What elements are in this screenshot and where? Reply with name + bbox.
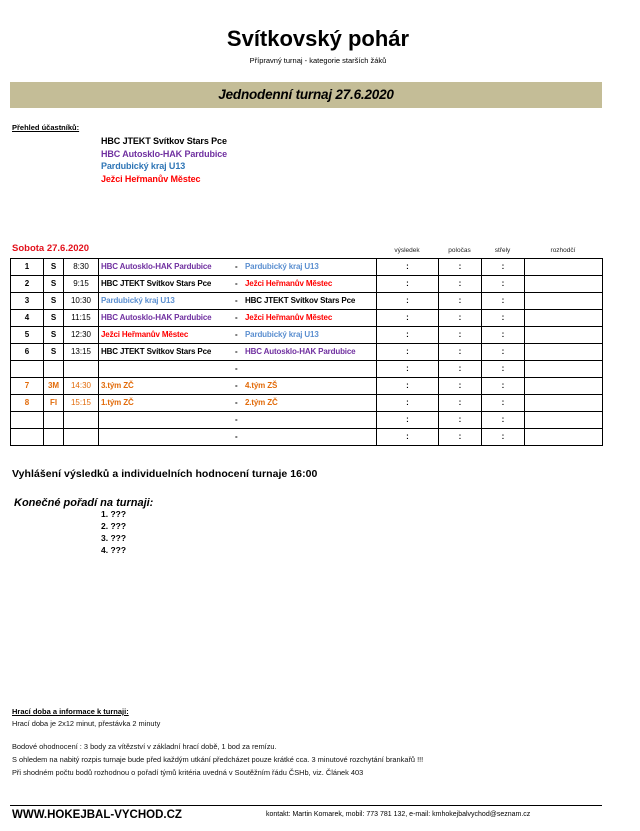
info-heading: Hrací doba a informace k turnaji: — [12, 707, 129, 716]
match-row — [11, 327, 603, 344]
match-row — [11, 310, 603, 327]
referee-cell — [525, 327, 603, 344]
team-separator: - — [235, 364, 238, 373]
match-time: 13:15 — [64, 344, 99, 361]
referee-cell — [525, 276, 603, 293]
match-type — [44, 361, 64, 378]
match-number: 8 — [11, 395, 44, 412]
match-number — [11, 412, 44, 429]
home-team: HBC JTEKT Svítkov Stars Pce — [101, 347, 212, 356]
referee-cell — [525, 361, 603, 378]
match-row — [11, 378, 603, 395]
away-team: Ježci Heřmanův Městec — [245, 279, 333, 288]
result-cell: : — [377, 293, 439, 310]
match-type: S — [44, 344, 64, 361]
team-separator: - — [235, 398, 238, 407]
column-header-half: poločas — [448, 247, 471, 254]
match-number — [11, 429, 44, 446]
home-team: 1.tým ZČ — [101, 398, 134, 407]
result-cell: : — [377, 259, 439, 276]
result-cell: : — [377, 310, 439, 327]
match-type: FI — [44, 395, 64, 412]
away-team: HBC JTEKT Svítkov Stars Pce — [245, 296, 356, 305]
referee-cell — [525, 412, 603, 429]
match-teams — [99, 395, 377, 412]
match-row — [11, 259, 603, 276]
match-number: 5 — [11, 327, 44, 344]
match-type: S — [44, 327, 64, 344]
match-teams — [99, 344, 377, 361]
result-cell: : — [377, 276, 439, 293]
participants-label: Přehled účastníků: — [12, 123, 80, 132]
final-standings-list — [101, 508, 126, 556]
result-cell: : — [377, 412, 439, 429]
shots-cell: : — [482, 361, 525, 378]
tournament-banner — [10, 82, 602, 108]
match-time — [64, 429, 99, 446]
match-row — [11, 361, 603, 378]
footer-divider — [10, 805, 602, 806]
shots-cell: : — [482, 344, 525, 361]
referee-cell — [525, 429, 603, 446]
result-cell: : — [377, 327, 439, 344]
standing-item: 3. ??? — [101, 533, 127, 543]
match-type: S — [44, 293, 64, 310]
match-teams — [99, 429, 377, 446]
participant-team: Pardubický kraj U13 — [101, 161, 186, 172]
shots-cell: : — [482, 293, 525, 310]
away-team: 4.tým ZŠ — [245, 381, 278, 390]
match-time: 10:30 — [64, 293, 99, 310]
away-team: 2.tým ZČ — [245, 398, 278, 407]
match-teams — [99, 378, 377, 395]
away-team: Pardubický kraj U13 — [245, 262, 319, 271]
standing-item: 1. ??? — [101, 509, 127, 519]
match-row — [11, 293, 603, 310]
referee-cell — [525, 378, 603, 395]
team-separator: - — [235, 415, 238, 424]
team-separator: - — [235, 347, 238, 356]
team-separator: - — [235, 296, 238, 305]
match-number — [11, 361, 44, 378]
match-teams — [99, 361, 377, 378]
match-row — [11, 395, 603, 412]
shots-cell: : — [482, 310, 525, 327]
match-type: 3M — [44, 378, 64, 395]
column-header-shots: střely — [494, 247, 511, 254]
team-separator: - — [235, 262, 238, 271]
match-teams — [99, 327, 377, 344]
referee-cell — [525, 344, 603, 361]
match-row — [11, 429, 603, 446]
banner-text: Jednodenní turnaj 27.6.2020 — [218, 87, 394, 102]
home-team: 3.tým ZČ — [101, 381, 134, 390]
match-number: 3 — [11, 293, 44, 310]
shots-cell: : — [482, 429, 525, 446]
home-team: HBC Autosklo-HAK Pardubice — [101, 313, 212, 322]
match-row — [11, 276, 603, 293]
match-time: 9:15 — [64, 276, 99, 293]
match-teams — [99, 412, 377, 429]
team-separator: - — [235, 432, 238, 441]
result-cell: : — [377, 344, 439, 361]
shots-cell: : — [482, 395, 525, 412]
match-number: 4 — [11, 310, 44, 327]
match-type: S — [44, 259, 64, 276]
shots-cell: : — [482, 412, 525, 429]
match-type: S — [44, 310, 64, 327]
team-separator: - — [235, 279, 238, 288]
column-header-result: výsledek — [394, 247, 420, 254]
result-cell: : — [377, 361, 439, 378]
away-team: Pardubický kraj U13 — [245, 330, 319, 339]
halftime-cell: : — [439, 429, 482, 446]
halftime-cell: : — [439, 293, 482, 310]
participant-team: HBC Autosklo-HAK Pardubice — [101, 148, 228, 159]
halftime-cell: : — [439, 327, 482, 344]
info-line: S ohledem na nabitý rozpis turnaje bude před každým utkání předcházet pouze krátké cca. 3 minutové rozchytání brankařů !!! — [12, 755, 424, 764]
halftime-cell: : — [439, 395, 482, 412]
referee-cell — [525, 310, 603, 327]
match-row — [11, 344, 603, 361]
shots-cell: : — [482, 259, 525, 276]
match-teams — [99, 310, 377, 327]
info-line: Bodové ohodnocení : 3 body za vítězství v základní hrací době, 1 bod za remízu. — [12, 742, 277, 751]
home-team: Ježci Heřmanův Městec — [101, 330, 189, 339]
halftime-cell: : — [439, 361, 482, 378]
schedule-day-label: Sobota 27.6.2020 — [12, 243, 90, 254]
final-standings-label: Konečné pořadí na turnaji: — [14, 497, 154, 509]
match-time: 12:30 — [64, 327, 99, 344]
match-teams — [99, 293, 377, 310]
halftime-cell: : — [439, 378, 482, 395]
team-separator: - — [235, 313, 238, 322]
info-line: Hrací doba je 2x12 minut, přestávka 2 minuty — [12, 719, 161, 728]
match-number: 1 — [11, 259, 44, 276]
match-type — [44, 429, 64, 446]
participants-list — [101, 135, 227, 185]
match-type: S — [44, 276, 64, 293]
match-number: 6 — [11, 344, 44, 361]
match-row — [11, 412, 603, 429]
footer-website: WWW.HOKEJBAL-VYCHOD.CZ — [12, 809, 182, 821]
home-team: HBC Autosklo-HAK Pardubice — [101, 262, 212, 271]
referee-cell — [525, 293, 603, 310]
shots-cell: : — [482, 327, 525, 344]
referee-cell — [525, 259, 603, 276]
home-team: HBC JTEKT Svítkov Stars Pce — [101, 279, 212, 288]
match-number: 2 — [11, 276, 44, 293]
match-teams — [99, 259, 377, 276]
home-team: Pardubický kraj U13 — [101, 296, 175, 305]
match-type — [44, 412, 64, 429]
match-time: 15:15 — [64, 395, 99, 412]
award-announcement: Vyhlášení výsledků a individuelních hodnocení turnaje 16:00 — [12, 468, 318, 480]
halftime-cell: : — [439, 310, 482, 327]
match-time: 8:30 — [64, 259, 99, 276]
page-title: Svítkovský pohár — [226, 26, 410, 51]
match-time: 14:30 — [64, 378, 99, 395]
schedule-table — [10, 258, 603, 446]
away-team: HBC Autosklo-HAK Pardubice — [245, 347, 356, 356]
participant-team: HBC JTEKT Svítkov Stars Pce — [101, 136, 227, 146]
halftime-cell: : — [439, 276, 482, 293]
halftime-cell: : — [439, 412, 482, 429]
page-subtitle: Přípravný turnaj - kategorie starších žáků — [249, 56, 387, 65]
footer-contact: kontakt: Martin Komarek, mobil: 773 781 132, e-mail: kmhokejbalvychod@seznam.cz — [266, 811, 531, 818]
match-number: 7 — [11, 378, 44, 395]
referee-cell — [525, 395, 603, 412]
shots-cell: : — [482, 378, 525, 395]
match-time — [64, 361, 99, 378]
participant-team: Ježci Heřmanův Městec — [101, 173, 201, 184]
standing-item: 4. ??? — [101, 545, 127, 555]
match-time — [64, 412, 99, 429]
halftime-cell: : — [439, 259, 482, 276]
match-time: 11:15 — [64, 310, 99, 327]
column-header-referee: rozhodčí — [550, 247, 576, 254]
result-cell: : — [377, 429, 439, 446]
standing-item: 2. ??? — [101, 521, 127, 531]
shots-cell: : — [482, 276, 525, 293]
result-cell: : — [377, 395, 439, 412]
halftime-cell: : — [439, 344, 482, 361]
match-teams — [99, 276, 377, 293]
team-separator: - — [235, 330, 238, 339]
team-separator: - — [235, 381, 238, 390]
result-cell: : — [377, 378, 439, 395]
away-team: Ježci Heřmanův Městec — [245, 313, 333, 322]
info-line: Při shodném počtu bodů rozhodnou o pořadí týmů kritéria uvedná v Soutěžním řádu ČSHb, viz. Článek 403 — [12, 768, 364, 777]
